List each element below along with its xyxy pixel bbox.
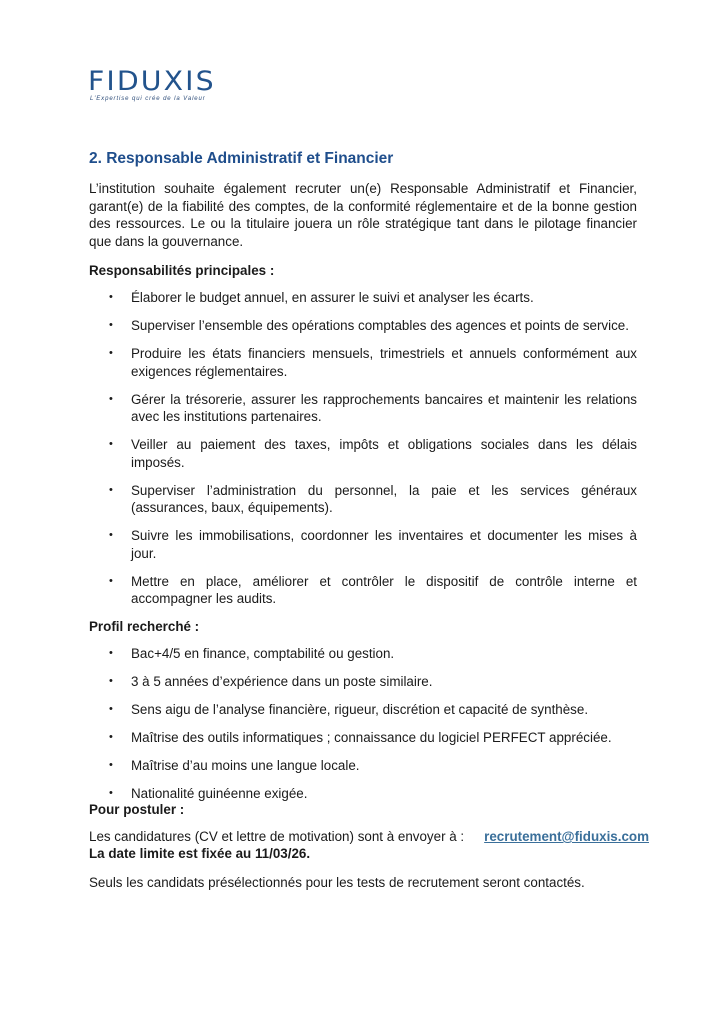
bullet-icon: • (109, 759, 113, 771)
apply-instruction-line (89, 828, 649, 845)
bullet-icon: • (109, 291, 113, 303)
list-item: • Gérer la trésorerie, assurer les rapprochements bancaires et maintenir les relations avec les institutions partenaires. (109, 391, 637, 424)
bullet-icon: • (109, 731, 113, 743)
bullet-icon: • (109, 438, 113, 450)
job-description (89, 150, 637, 813)
deadline-text: La date limite est fixée au 11/03/26. (89, 846, 311, 861)
list-item: • Superviser l’administration du personnel, la paie et les services généraux (assurances, baux, équipements). (109, 482, 637, 515)
list-item: • Sens aigu de l’analyse financière, rigueur, discrétion et capacité de synthèse. (109, 702, 589, 717)
list-item: • Bac+4/5 en finance, comptabilité ou gestion. (109, 646, 395, 661)
contact-note: Seuls les candidats présélectionnés pour les tests de recrutement seront contactés. (89, 875, 585, 890)
apply-heading: Pour postuler : (89, 802, 185, 817)
bullet-icon: • (109, 574, 113, 587)
bullet-icon: • (109, 347, 113, 359)
bullet-icon: • (109, 703, 113, 715)
apply-section (89, 801, 649, 904)
list-item: • Superviser l’ensemble des opérations comptables des agences et points de service. (109, 318, 629, 333)
profile-heading: Profil recherché : (89, 619, 200, 634)
logo-wordmark: FIDUXIS (88, 66, 216, 97)
list-item: • 3 à 5 années d’expérience dans un poste similaire. (109, 674, 433, 689)
bullet-icon: • (109, 675, 113, 687)
intro-paragraph: L’institution souhaite également recruter un(e) Responsable Administratif et Financier, garant(e) de la fiabilité des comptes, de la conformité réglementaire et de la bonne gestion des ressources. Le ou la titulaire jouera un rôle stratégique tant dans le pilotage financier que dans la gouvernance. (89, 181, 637, 249)
list-item: • Suivre les immobilisations, coordonner les inventaires et documenter les mises à jour. (109, 528, 637, 561)
list-item: • Veiller au paiement des taxes, impôts et obligations sociales dans les délais imposés. (109, 437, 637, 470)
list-item: • Nationalité guinéenne exigée. (109, 786, 308, 801)
list-item: • Maîtrise des outils informatiques ; connaissance du logiciel PERFECT appréciée. (109, 730, 612, 745)
responsibilities-list (89, 289, 637, 608)
company-logo (88, 68, 218, 102)
bullet-icon: • (109, 392, 113, 405)
bullet-icon: • (109, 787, 113, 799)
section-title: 2. Responsable Administratif et Financier (89, 150, 394, 167)
apply-instruction: Les candidatures (CV et lettre de motivation) sont à envoyer à : (89, 829, 465, 844)
list-item: • Mettre en place, améliorer et contrôler le dispositif de contrôle interne et accompagner les audits. (109, 573, 637, 606)
bullet-icon: • (109, 319, 113, 331)
bullet-icon: • (109, 647, 113, 659)
bullet-icon: • (109, 483, 113, 496)
responsibilities-heading: Responsabilités principales : (89, 263, 275, 278)
email-link[interactable]: recrutement@fiduxis.com (484, 829, 649, 844)
profile-list (89, 645, 637, 803)
list-item: • Maîtrise d’au moins une langue locale. (109, 758, 360, 773)
list-item: • Élaborer le budget annuel, en assurer le suivi et analyser les écarts. (109, 290, 534, 305)
logo-tagline: L'Expertise qui crée de la Valeur (90, 96, 206, 102)
bullet-icon: • (109, 529, 113, 541)
list-item: • Produire les états financiers mensuels, trimestriels et annuels conformément aux exigences réglementaires. (109, 346, 637, 379)
